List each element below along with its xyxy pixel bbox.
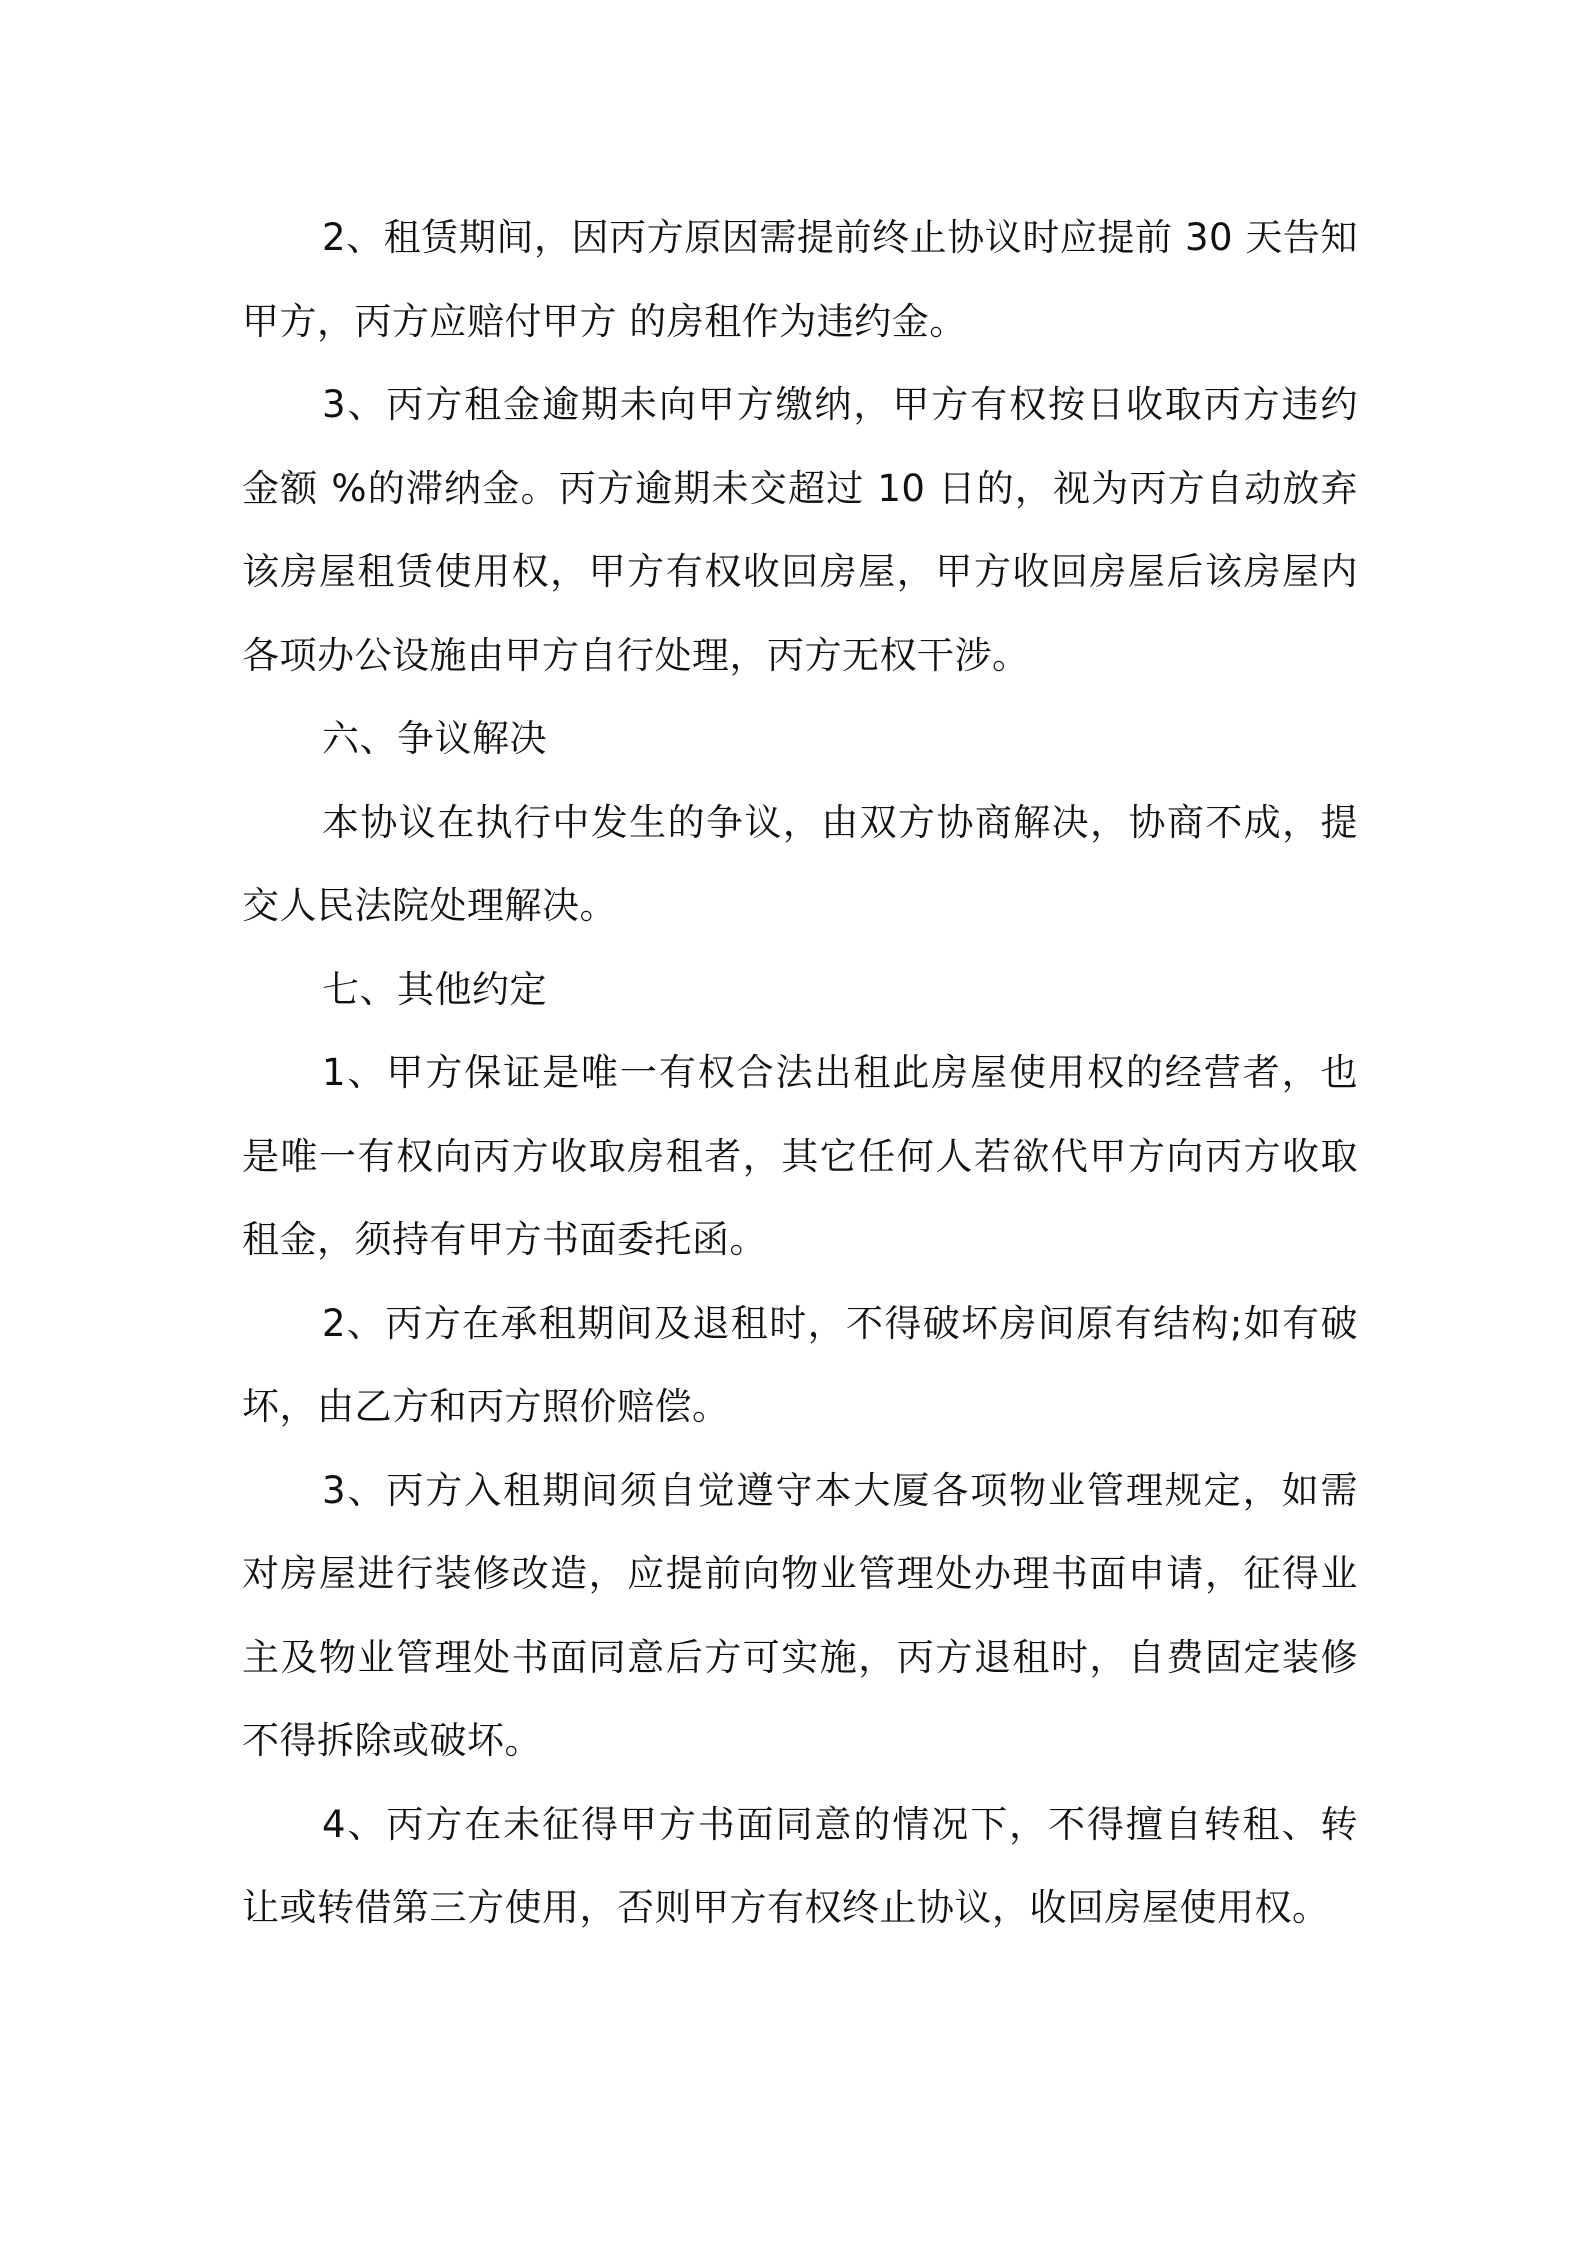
section-heading-dispute-resolution: 六、争议解决 [322,717,547,760]
other-terms-clause-2: 2、丙方在承租期间及退租时，不得破坏房间原有结构;如有破坏，由乙方和丙方照价赔偿。 [242,1301,1358,1428]
clause-2-early-termination: 2、租赁期间，因丙方原因需提前终止协议时应提前 30 天告知甲方，丙方应赔付甲方 的房租作为违约金。 [242,216,1358,343]
document-body [242,196,1358,1950]
dispute-resolution-text: 本协议在执行中发生的争议，由双方协商解决，协商不成，提交人民法院处理解决。 [242,800,1358,927]
other-terms-clause-1: 1、甲方保证是唯一有权合法出租此房屋使用权的经营者，也是唯一有权向丙方收取房租者，其它任何人若欲代甲方向丙方收取租金，须持有甲方书面委托函。 [242,1051,1358,1261]
clause-3-late-payment: 3、丙方租金逾期未向甲方缴纳，甲方有权按日收取丙方违约金额 %的滞纳金。丙方逾期未交超过 10 日的，视为丙方自动放弃该房屋租赁使用权，甲方有权收回房屋，甲方收回房屋后该房屋内各项办公设施由甲方自行处理，丙方无权干涉。 [242,383,1358,677]
other-terms-clause-3: 3、丙方入租期间须自觉遵守本大厦各项物业管理规定，如需对房屋进行装修改造，应提前向物业管理处办理书面申请，征得业主及物业管理处书面同意后方可实施，丙方退租时，自费固定装修不得拆除或破坏。 [242,1468,1358,1762]
section-heading-other-terms: 七、其他约定 [322,967,547,1011]
other-terms-clause-4: 4、丙方在未征得甲方书面同意的情况下，不得擅自转租、转让或转借第三方使用，否则甲方有权终止协议，收回房屋使用权。 [242,1802,1358,1929]
